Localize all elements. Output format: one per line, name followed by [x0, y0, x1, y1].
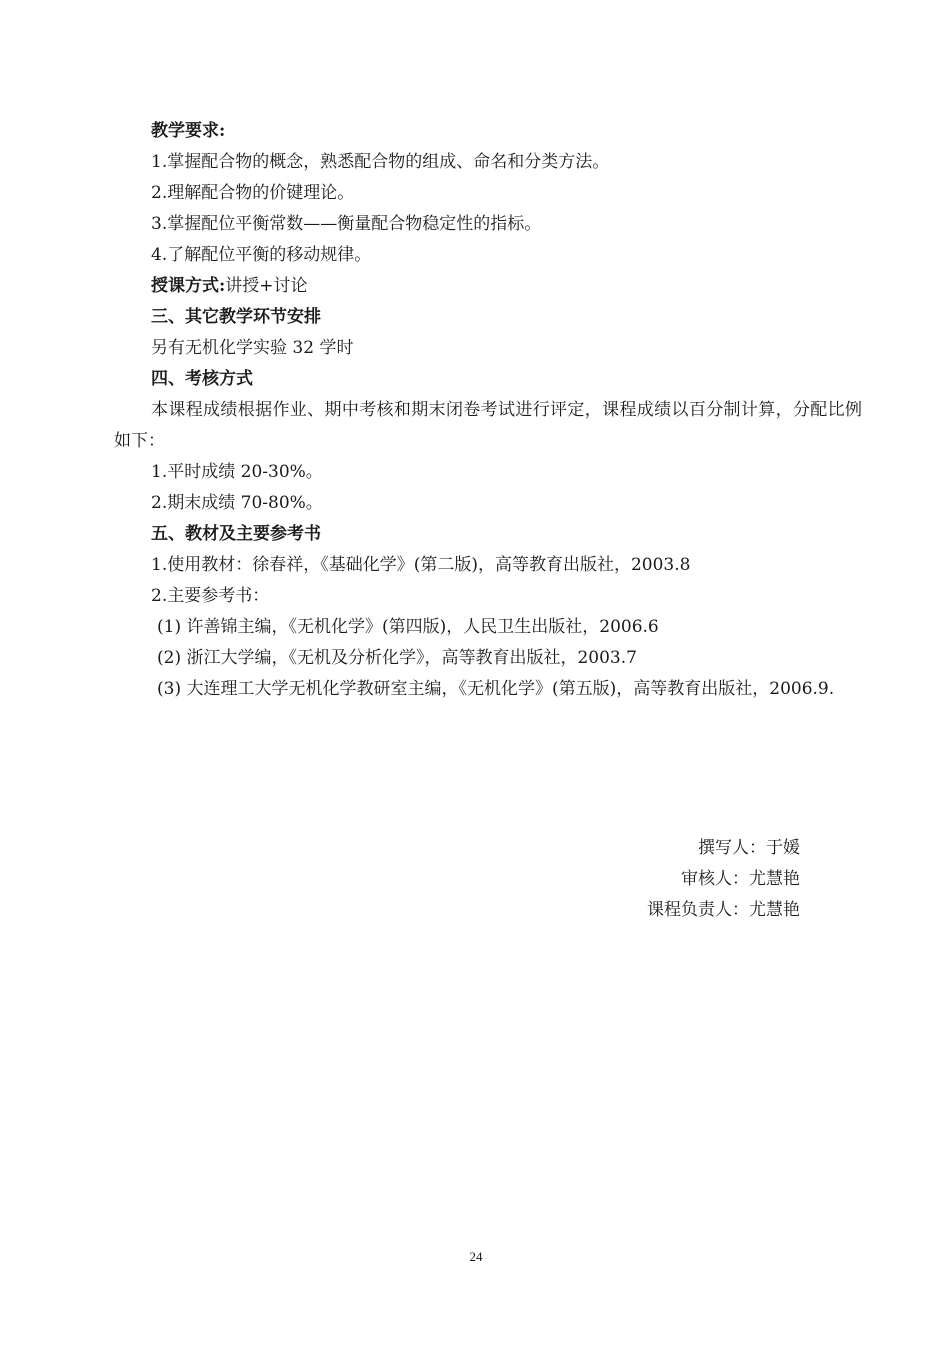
- page-number: 24: [469, 1249, 483, 1264]
- course-lead-signature: 课程负责人：尤慧艳: [647, 900, 800, 920]
- section3-text: 另有无机化学实验 32 学时: [151, 338, 354, 358]
- document-body: [114, 116, 862, 705]
- requirement-item-1: 1.掌握配合物的概念，熟悉配合物的组成、命名和分类方法。: [151, 152, 610, 172]
- teaching-method-label: 授课方式:: [151, 276, 226, 296]
- teaching-requirements-heading: 教学要求:: [151, 121, 226, 141]
- section5-heading: 五、教材及主要参考书: [151, 524, 321, 544]
- grade-item-1: 1.平时成绩 20-30%。: [151, 462, 323, 482]
- reference-item-2: (2) 浙江大学编，《无机及分析化学》，高等教育出版社，2003.7: [157, 648, 637, 668]
- author-signature: 撰写人：于媛: [698, 838, 800, 858]
- section4-paragraph: 本课程成绩根据作业、期中考核和期末闭卷考试进行评定，课程成绩以百分制计算，分配比例如下：: [114, 400, 862, 451]
- teaching-method-value: 讲授+讨论: [225, 276, 308, 296]
- references-label: 2.主要参考书：: [151, 586, 270, 606]
- teaching-method: [114, 271, 862, 302]
- reference-item-1: (1) 许善锦主编，《无机化学》(第四版)，人民卫生出版社，2006.6: [157, 617, 659, 637]
- section3-heading: 三、其它教学环节安排: [151, 307, 321, 327]
- section4-heading: 四、考核方式: [151, 369, 253, 389]
- signature-block: [647, 833, 800, 926]
- reviewer-signature: 审核人：尤慧艳: [681, 869, 800, 889]
- requirement-item-2: 2.理解配合物的价键理论。: [151, 183, 355, 203]
- requirement-item-4: 4.了解配位平衡的移动规律。: [151, 245, 372, 265]
- reference-item-3: (3) 大连理工大学无机化学教研室主编，《无机化学》(第五版)，高等教育出版社，2006.9.: [157, 679, 835, 699]
- textbook-line: 1.使用教材：徐春祥，《基础化学》(第二版)，高等教育出版社，2003.8: [151, 555, 691, 575]
- requirement-item-3: 3.掌握配位平衡常数——衡量配合物稳定性的指标。: [151, 214, 542, 234]
- grade-item-2: 2.期末成绩 70-80%。: [151, 493, 323, 513]
